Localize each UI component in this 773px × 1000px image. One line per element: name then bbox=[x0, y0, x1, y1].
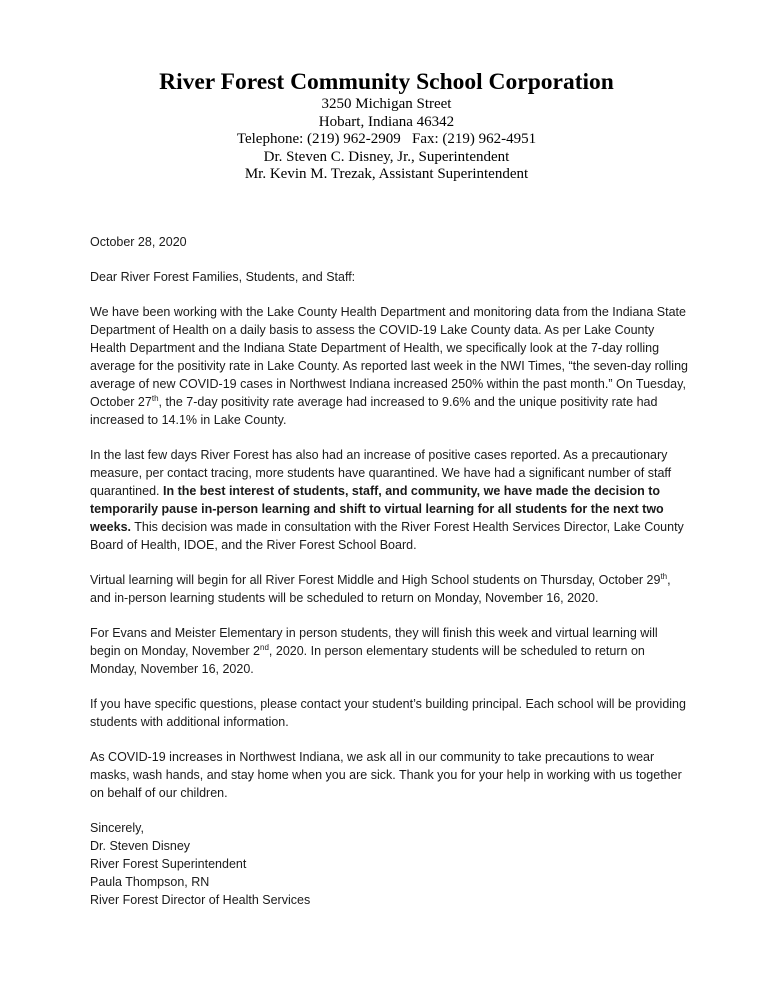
signature-block bbox=[90, 819, 690, 909]
paragraph-secondary-schedule bbox=[90, 571, 690, 607]
assistant-superintendent-line: Mr. Kevin M. Trezak, Assistant Superintendent bbox=[244, 166, 529, 182]
p4-text-b: , 2020. In person elementary students will be scheduled to return on Monday, November 16, 2020. bbox=[90, 644, 645, 676]
organization-name: River Forest Community School Corporation bbox=[159, 69, 614, 95]
superintendent-line: Dr. Steven C. Disney, Jr., Superintendent bbox=[263, 148, 510, 165]
paragraph-precautions: As COVID-19 increases in Northwest Indiana, we ask all in our community to take precautions to wear masks, wash hands, and stay home when you are sick. Thank you for your help in working with us together on behalf of our children. bbox=[90, 750, 682, 800]
p4-text-a: For Evans and Meister Elementary in person students, they will finish this week and virtual learning will begin on Monday, November 2 bbox=[90, 626, 658, 658]
p4-ordinal: nd bbox=[260, 643, 269, 652]
letter-body bbox=[90, 233, 690, 909]
signatory-title-1: River Forest Superintendent bbox=[90, 857, 247, 871]
p1-ordinal: th bbox=[151, 394, 159, 403]
paragraph-elementary-schedule bbox=[90, 624, 690, 678]
phone-fax: Telephone: (219) 962-2909 Fax: (219) 962-4951 bbox=[236, 131, 537, 147]
p3-text-a: Virtual learning will begin for all River Forest Middle and High School students on Thursday, October 29 bbox=[90, 573, 661, 587]
signatory-title-2: River Forest Director of Health Services bbox=[90, 893, 311, 907]
signatory-name-2: Paula Thompson, RN bbox=[90, 875, 210, 889]
street-address: 3250 Michigan Street bbox=[321, 96, 452, 112]
p3-text-b: , and in-person learning students will be scheduled to return on Monday, November 16, 2020. bbox=[90, 573, 671, 605]
signatory-name-1: Dr. Steven Disney bbox=[90, 839, 191, 853]
paragraph-covid-data bbox=[90, 303, 690, 429]
p2-text-b: This decision was made in consultation with the River Forest Health Services Director, Lake County Board of Health, IDOE, and the River Forest School Board. bbox=[90, 520, 684, 552]
paragraph-decision bbox=[90, 446, 690, 554]
p1-text-b: , the 7-day positivity rate average had increased to 9.6% and the unique positivity rate had increased to 14.1% in Lake County. bbox=[90, 395, 658, 427]
paragraph-questions: If you have specific questions, please contact your student’s building principal. Each school will be providing students with additional information. bbox=[90, 697, 686, 729]
p2-bold-decision: In the best interest of students, staff, and community, we have made the decision to temporarily pause in-person learning and shift to virtual learning for all students for the next two weeks. bbox=[90, 484, 664, 534]
letter-date: October 28, 2020 bbox=[90, 235, 187, 249]
closing: Sincerely, bbox=[90, 821, 144, 835]
letterhead bbox=[0, 68, 773, 184]
p3-ordinal: th bbox=[660, 572, 668, 581]
letter-greeting: Dear River Forest Families, Students, and Staff: bbox=[90, 270, 356, 284]
p2-text-a: In the last few days River Forest has also had an increase of positive cases reported. As a precautionary measure, per contact tracing, more students have quarantined. We have had a significant number of staff quarantined. bbox=[90, 448, 672, 498]
p1-text-a: We have been working with the Lake County Health Department and monitoring data from the Indiana State Department of Health on a daily basis to assess the COVID-19 Lake County data. As per Lake County Health Department and the Indiana State Department of Health, we specifically look at the 7-day rolling average for the positivity rate in Lake County. As reported last week in the NWI Times, “the seven-day rolling average of new COVID-19 cases in Northwest Indiana increased 250% within the past month.” On Tuesday, October 27 bbox=[90, 305, 688, 409]
city-state-zip: Hobart, Indiana 46342 bbox=[318, 113, 455, 130]
